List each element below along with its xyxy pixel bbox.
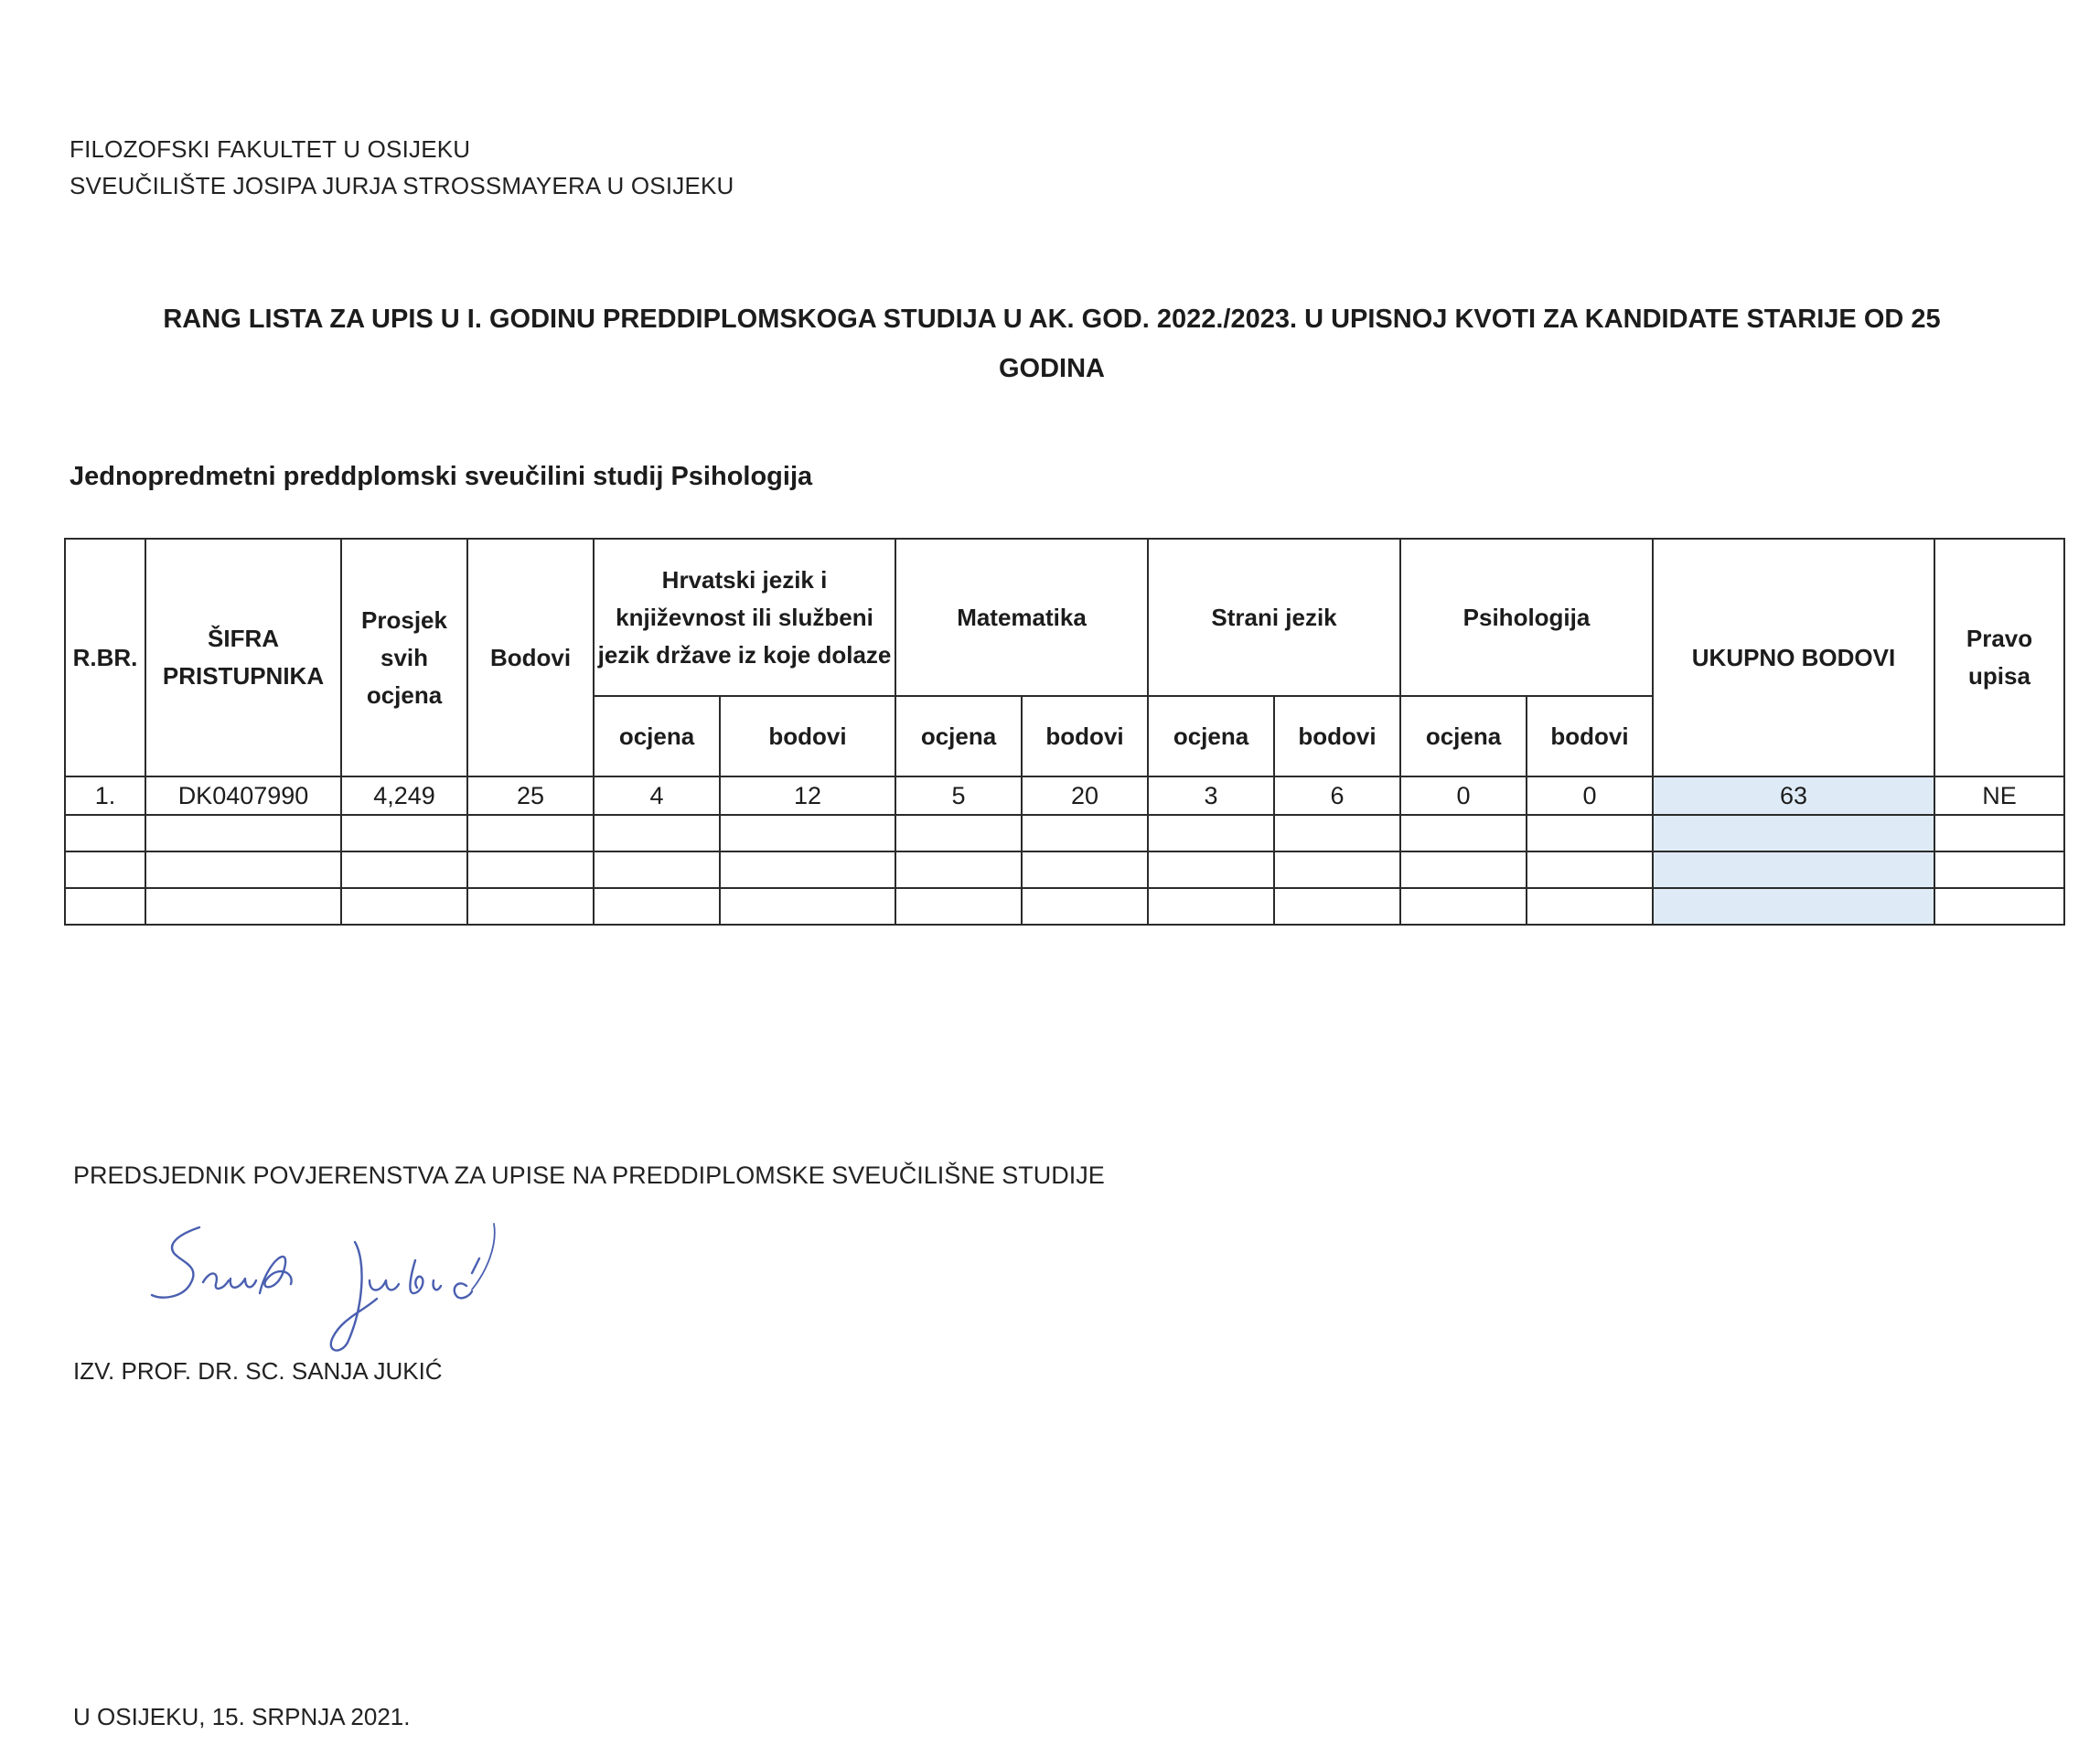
title-line-2: GODINA (999, 354, 1105, 383)
table-row (65, 776, 2064, 815)
empty-cell (1274, 888, 1400, 925)
cell-sifra: DK0407990 (145, 776, 341, 815)
empty-cell (145, 815, 341, 851)
empty-cell (65, 815, 145, 851)
empty-cell (1934, 815, 2064, 851)
empty-cell (65, 888, 145, 925)
subheader-ocjena: ocjena (895, 696, 1022, 776)
header-strani-jezik: Strani jezik (1148, 539, 1400, 696)
cell-mat-bodovi: 20 (1022, 776, 1148, 815)
empty-cell (1934, 888, 2064, 925)
empty-cell (65, 851, 145, 888)
header-ukupno-bodovi: UKUPNO BODOVI (1653, 539, 1934, 776)
empty-cell (1653, 815, 1934, 851)
empty-cell (594, 815, 720, 851)
cell-mat-ocjena: 5 (895, 776, 1022, 815)
table-row-empty (65, 851, 2064, 888)
empty-cell (1653, 888, 1934, 925)
empty-cell (467, 888, 594, 925)
subheader-bodovi: bodovi (1527, 696, 1653, 776)
empty-cell (1400, 851, 1527, 888)
empty-cell (341, 815, 467, 851)
cell-psi-ocjena: 0 (1400, 776, 1527, 815)
header-rbr: R.BR. (65, 539, 145, 776)
empty-cell (895, 851, 1022, 888)
subheader-bodovi: bodovi (1274, 696, 1400, 776)
handwritten-signature (146, 1205, 576, 1361)
table-row-empty (65, 888, 2064, 925)
empty-cell (594, 888, 720, 925)
header-psihologija: Psihologija (1400, 539, 1653, 696)
committee-chair-title: PREDSJEDNIK POVJERENSTVA ZA UPISE NA PREDDIPLOMSKE SVEUČILIŠNE STUDIJE (73, 1162, 1105, 1189)
subheader-bodovi: bodovi (1022, 696, 1148, 776)
cell-pravo: NE (1934, 776, 2064, 815)
header-matematika: Matematika (895, 539, 1148, 696)
empty-cell (145, 888, 341, 925)
empty-cell (341, 851, 467, 888)
empty-cell (1934, 851, 2064, 888)
cell-prosjek: 4,249 (341, 776, 467, 815)
table-row-empty (65, 815, 2064, 851)
header-bodovi: Bodovi (467, 539, 594, 776)
empty-cell (720, 888, 895, 925)
empty-cell (1148, 815, 1274, 851)
empty-cell (1400, 888, 1527, 925)
empty-cell (1274, 851, 1400, 888)
empty-cell (1653, 851, 1934, 888)
header-hrvatski: Hrvatski jezik i književnost ili službeni jezik države iz koje dolaze (594, 539, 895, 696)
header-pravo-upisa: Pravo upisa (1934, 539, 2064, 776)
empty-cell (1148, 851, 1274, 888)
cell-str-bodovi: 6 (1274, 776, 1400, 815)
empty-cell (145, 851, 341, 888)
empty-cell (1148, 888, 1274, 925)
cell-ukupno: 63 (1653, 776, 1934, 815)
empty-cell (594, 851, 720, 888)
cell-str-ocjena: 3 (1148, 776, 1274, 815)
cell-bodovi: 25 (467, 776, 594, 815)
empty-cell (467, 851, 594, 888)
subheader-ocjena: ocjena (1148, 696, 1274, 776)
signer-name: IZV. PROF. DR. SC. SANJA JUKIĆ (73, 1357, 443, 1385)
empty-cell (1527, 851, 1653, 888)
cell-psi-bodovi: 0 (1527, 776, 1653, 815)
university-name: SVEUČILIŠTE JOSIPA JURJA STROSSMAYERA U OSIJEKU (70, 172, 734, 199)
empty-cell (1400, 815, 1527, 851)
empty-cell (1022, 851, 1148, 888)
header-sifra: ŠIFRA PRISTUPNIKA (145, 539, 341, 776)
place-and-date: U OSIJEKU, 15. SRPNJA 2021. (73, 1703, 411, 1730)
study-program-heading: Jednopredmetni preddplomski sveučilini studij Psihologija (70, 462, 813, 491)
subheader-ocjena: ocjena (594, 696, 720, 776)
header-prosjek: Prosjek svih ocjena (341, 539, 467, 776)
ranking-table (64, 538, 2065, 926)
empty-cell (1527, 888, 1653, 925)
cell-hrv-ocjena: 4 (594, 776, 720, 815)
empty-cell (1022, 888, 1148, 925)
empty-cell (467, 815, 594, 851)
cell-rbr: 1. (65, 776, 145, 815)
empty-cell (720, 851, 895, 888)
subheader-bodovi: bodovi (720, 696, 895, 776)
empty-cell (1022, 815, 1148, 851)
subheader-ocjena: ocjena (1400, 696, 1527, 776)
cell-hrv-bodovi: 12 (720, 776, 895, 815)
document-title (73, 294, 2030, 393)
empty-cell (341, 888, 467, 925)
empty-cell (1274, 815, 1400, 851)
faculty-name: FILOZOFSKI FAKULTET U OSIJEKU (70, 135, 471, 163)
empty-cell (1527, 815, 1653, 851)
title-line-1: RANG LISTA ZA UPIS U I. GODINU PREDDIPLOMSKOGA STUDIJA U AK. GOD. 2022./2023. U UPISNOJ KVOTI ZA KANDIDATE STARIJE OD 25 (163, 305, 1941, 334)
empty-cell (895, 888, 1022, 925)
empty-cell (720, 815, 895, 851)
empty-cell (895, 815, 1022, 851)
